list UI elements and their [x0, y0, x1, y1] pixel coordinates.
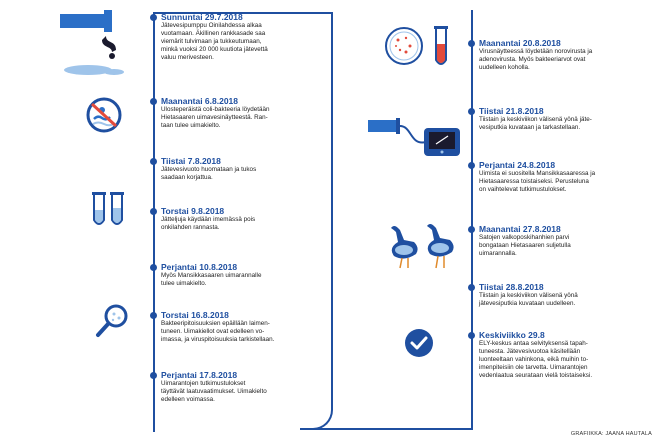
event-date: Tiistai 7.8.2018 [161, 156, 221, 166]
event-text: Jätevesipumppu Oinilahdessa alkaa vuotamaan. Äkillinen rankkasade saa viemärit tulvimaan ja tukkeutumaan, minkä vuoksi 20 000 kuutiota jätevettä valuu merivesteen. [161, 22, 268, 61]
timeline-dot [150, 264, 157, 271]
event-text: Jätevesivuoto huomataan ja tukos saadaan korjattua. [161, 166, 257, 181]
leaking-pipe-icon [60, 10, 140, 80]
event-2018-08-10 [153, 262, 323, 288]
timeline-dot [468, 226, 475, 233]
timeline-dot [468, 332, 475, 339]
event-date: Keskiviikko 29.8 [479, 330, 545, 340]
event-text: ELY-keskus antaa selvityksensä tapah- tuneesta. Jätevesivuotoa käsitellään luonteeltaan vahinkona, eikä muihin to- imenpiteisiin ole tarvetta. Uimarantojen vedenlaatua seurataan vielä toistaiseksi. [479, 340, 593, 379]
checkmark-icon [404, 328, 434, 358]
timeline-dot [150, 372, 157, 379]
timeline-dot [150, 312, 157, 319]
event-2018-08-06 [153, 96, 323, 130]
event-2018-08-27 [471, 224, 651, 258]
event-text: Ulosteperäistä coli-bakteeria löydetään Hietasaaren uimavesinäytteestä. Ran- taan tulee uimakielto. [161, 106, 270, 129]
event-text: Tiistain ja keskiviikon välisenä yönä jäte- vesiputkia kuvataan ja tarkastellaan. [479, 116, 592, 131]
event-2018-07-29 [153, 12, 323, 62]
test-tubes-icon [88, 190, 128, 230]
event-2018-08-07 [153, 156, 323, 182]
event-date: Tiistai 21.8.2018 [479, 106, 544, 116]
event-date: Perjantai 24.8.2018 [479, 160, 556, 170]
timeline-dot [468, 162, 475, 169]
event-2018-08-24 [471, 160, 651, 194]
pipe-camera-icon [368, 112, 463, 160]
event-date: Tiistai 28.8.2018 [479, 282, 544, 292]
event-text: Satojen valkoposkihanhien parvi bongataan Hietasaaren suljetulla uimarannalla. [479, 234, 571, 257]
event-date: Maanantai 6.8.2018 [161, 96, 239, 106]
no-swimming-icon [84, 95, 124, 135]
petri-dish-and-tube-icon [380, 24, 460, 70]
event-text: Tiistain ja keskiviikon välisenä yönä jätevesiputkia kuvataan uudelleen. [479, 292, 578, 307]
event-2018-08-20 [471, 38, 651, 72]
timeline-dot [150, 14, 157, 21]
event-text: Bakteeripitoisuuksien epäillään laimen- tuneen. Uimakiellot ovat edelleen vo- imassa, ja viruspitoisuuksia tarkistellaan. [161, 320, 275, 343]
event-text: Virusnäytteessä löydetään norovirusta ja adenovirusta. Myös bakteeriarvot ovat uudelleen koholla. [479, 48, 593, 71]
event-2018-08-09 [153, 206, 323, 232]
event-text: Myös Mansikkasaaren uimarannalle tulee uimakielto. [161, 272, 262, 287]
event-date: Maanantai 20.8.2018 [479, 38, 561, 48]
timeline-dot [468, 40, 475, 47]
event-date: Perjantai 10.8.2018 [161, 262, 238, 272]
event-date: Torstai 9.8.2018 [161, 206, 225, 216]
event-date: Sunnuntai 29.7.2018 [161, 12, 243, 22]
connector-bottom [300, 428, 473, 430]
event-2018-08-28 [471, 282, 651, 308]
timeline-dot [150, 208, 157, 215]
timeline-dot [150, 98, 157, 105]
event-text: Jätteljuja käydään imemässä pois onkilahden rannasta. [161, 216, 256, 231]
event-2018-08-29 [471, 330, 656, 380]
event-2018-08-17 [153, 370, 323, 404]
event-2018-08-21 [471, 106, 651, 132]
graphics-credit: GRAFIIKKA: JAANA HAUTALA [570, 431, 652, 437]
event-date: Torstai 16.8.2018 [161, 310, 229, 320]
event-text: Uimarantojen tutkimustulokset täyttävät laatuvaatimukset. Uimakielto edelleen voimassa. [161, 380, 267, 403]
event-date: Maanantai 27.8.2018 [479, 224, 561, 234]
timeline-dot [468, 108, 475, 115]
timeline-dot [468, 284, 475, 291]
event-text: Uimista ei suositella Mansikkasaaressa ja Hietasaaressa toistaiseksi. Perusteluna on vaihtelevat tutkimustulokset. [479, 170, 596, 193]
magnifier-icon [92, 300, 132, 340]
timeline-dot [150, 158, 157, 165]
geese-icon [386, 220, 461, 270]
event-date: Perjantai 17.8.2018 [161, 370, 238, 380]
event-2018-08-16 [153, 310, 323, 344]
